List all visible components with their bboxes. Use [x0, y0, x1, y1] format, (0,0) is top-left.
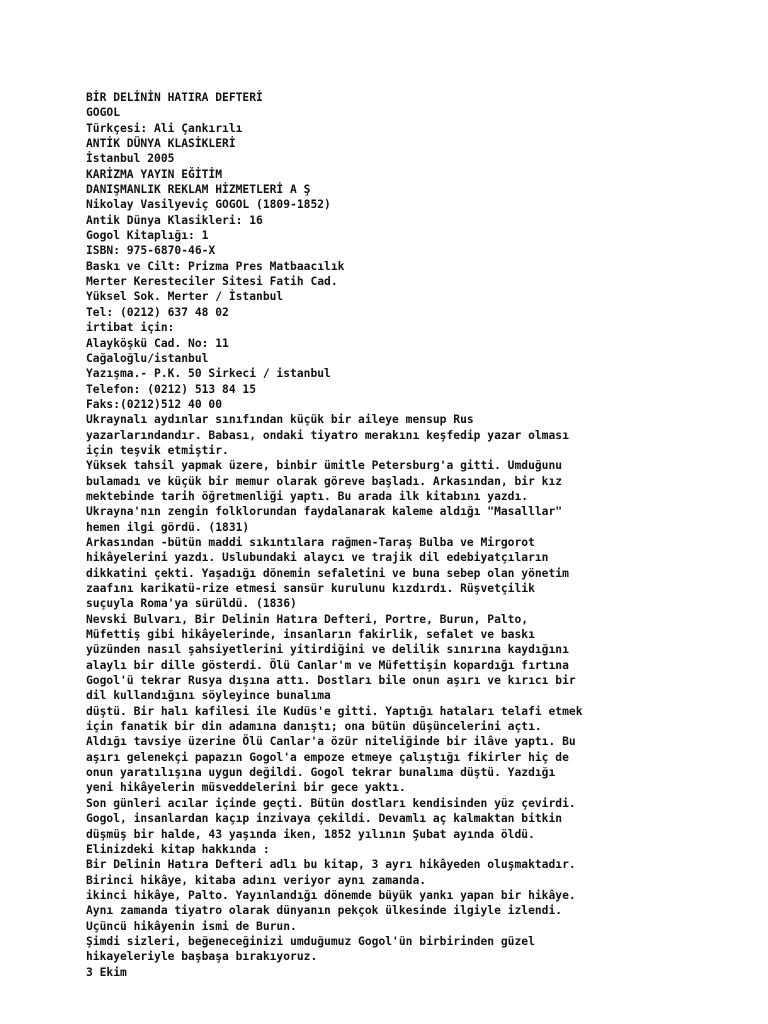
body-text-line: Arkasından -bütün maddi sıkıntılara rağmen-Taraş Bulba ve Mirgorot [86, 535, 535, 549]
body-text-line: Ukraynalı aydınlar sınıfından küçük bir aileye mensup Rus [86, 413, 474, 427]
body-text-line: Nevski Bulvarı, Bir Delinin Hatıra Defteri, Portre, Burun, Palto, [86, 612, 529, 626]
body-text-line: Son günleri acılar içinde geçti. Bütün dostları kendisinden yüz çevirdi. [86, 796, 576, 810]
body-text-line: ikinci hikâye, Palto. Yayınlandığı dönemde büyük yankı yapan bir hikâye. [86, 888, 576, 902]
body-text-line: hemen ilgi gördü. (1831) [86, 520, 250, 534]
body-text-line: bulamadı ve küçük bir memur olarak göreve başladı. Arkasından, bir kız [86, 474, 563, 488]
book-title: BİR DELİNİN HATIRA DEFTERİ [86, 91, 263, 104]
body-text-line: Şimdi sizleri, beğeneceğinizi umduğumuz Gogol'ün birbirinden güzel [86, 934, 535, 948]
phone-line: Telefon: (0212) 513 84 15 [86, 382, 257, 396]
correspondence-line: Yazışma.- P.K. 50 Sirkeci / istanbul [86, 367, 331, 381]
publication-place-year: İstanbul 2005 [86, 152, 175, 166]
body-text-line: Aldığı tavsiye üzerine Ölü Canlar'a özür niteliğinde bir ilâve yaptı. Bu [86, 735, 576, 749]
body-text-line: düştü. Bir halı kafilesi ile Kudüs'e gitti. Yaptığı hataları telafi etmek [86, 704, 583, 718]
series-name: ANTİK DÜNYA KLASİKLERİ [86, 137, 236, 151]
body-text-line: hikâyelerini yazdı. Uslubundaki alaycı ve trajik dil edebiyatçıların [86, 551, 549, 565]
body-text-line: Ukrayna'nın zengin folklorundan faydalanarak kaleme aldığı "Masalllar" [86, 505, 563, 519]
body-text-line: yeni hikâyelerin müsveddelerini bir gece yaktı. [86, 781, 406, 795]
publisher-name-continued: DANIŞMANLIK REKLAM HİZMETLERİ A Ş [86, 183, 311, 197]
document-page [86, 90, 686, 980]
publisher-name: KARİZMA YAYIN EĞİTİM [86, 167, 223, 181]
body-text-line: suçuyla Roma'ya sürüldü. (1836) [86, 597, 297, 611]
body-text-line: Gogol'ü tekrar Rusya dışına attı. Dostları bile onun aşırı ve kırıcı bir [86, 674, 576, 688]
body-text-line: Aynı zamanda tiyatro olarak dünyanın pekçok ülkesinde ilgiyle izlendi. [86, 904, 563, 918]
body-text-line: Uçüncü hikâyenin ismi de Burun. [86, 919, 297, 933]
body-text-line: dil kullandığını söyleyince bunalıma [86, 689, 331, 703]
contact-heading: irtibat için: [86, 321, 175, 335]
date-line: 3 Ekim [86, 965, 127, 979]
body-text-line: aşırı gelenekçi papazın Gogol'a empoze etmeye çalıştığı fikirler hiç de [86, 750, 569, 764]
body-text-line: yazarlarındandır. Babası, ondaki tiyatro merakını keşfedip yazar olması [86, 428, 569, 442]
body-text-line: dikkatini çekti. Yaşadığı dönemin sefaletini ve buna sebep olan yönetim [86, 566, 569, 580]
body-text-line: Yüksek tahsil yapmak üzere, binbir ümitle Petersburg'a gitti. Umduğunu [86, 459, 563, 473]
body-text-line: düşmüş bir halde, 43 yaşında iken, 1852 yılının Şubat ayında öldü. [86, 827, 535, 841]
body-text-line: zaafını karikatü-rize etmesi sansür kurulunu kızdırdı. Rüşvetçilik [86, 582, 535, 595]
body-text-line: yüzünden nasıl şahsiyetlerini yitirdiğini ve delilik sınırına kaydığını [86, 643, 569, 657]
translator-line: Türkçesi: Ali Çankırılı [86, 121, 243, 135]
section-heading: Elinizdeki kitap hakkında : [86, 842, 270, 856]
body-text-line: Gogol, insanlardan kaçıp inzivaya çekildi. Devamlı aç kalmaktan bitkin [86, 812, 563, 826]
printing-line: Baskı ve Cilt: Prizma Pres Matbaacılık [86, 259, 345, 273]
series-number: Antik Dünya Klasikleri: 16 [86, 213, 263, 227]
body-text-line: Bir Delinin Hatıra Defteri adlı bu kitap, 3 ayrı hikâyeden oluşmaktadır. [86, 858, 576, 872]
body-text-line: Müfettiş gibi hikâyelerinde, insanların fakirlik, sefalet ve baskı [86, 628, 535, 642]
phone-line: Tel: (0212) 637 48 02 [86, 305, 229, 319]
body-text-line: alaylı bir dille gösterdi. Ölü Canlar'm ve Müfettişin kopardığı fırtına [86, 658, 569, 672]
address-line: Cağaloğlu/istanbul [86, 351, 209, 365]
isbn-line: ISBN: 975-6870-46-X [86, 244, 216, 258]
body-text-line: için fanatik bir din adamına danıştı; ona bütün düşüncelerini açtı. [86, 720, 542, 734]
body-text-line: onun yaratılışına uygun değildi. Gogol tekrar bunalıma düştü. Yazdığı [86, 766, 556, 780]
author-full-name: Nikolay Vasilyeviç GOGOL (1809-1852) [86, 198, 331, 212]
body-text-line: Birinci hikâye, kitaba adını veriyor aynı zamanda. [86, 873, 427, 887]
fax-line: Faks:(0212)512 40 00 [86, 397, 223, 411]
address-line: Merter Keresteciler Sitesi Fatih Cad. [86, 275, 338, 289]
library-number: Gogol Kitaplığı: 1 [86, 229, 209, 243]
body-text-line: mektebinde tarih öğretmenliği yaptı. Bu arada ilk kitabını yazdı. [86, 489, 529, 503]
address-line: Yüksel Sok. Merter / İstanbul [86, 290, 284, 304]
body-text-line: hikayeleriyle başbaşa bırakıyoruz. [86, 950, 318, 964]
body-text-line: için teşvik etmiştir. [86, 443, 229, 457]
author-name: GOGOL [86, 106, 121, 120]
address-line: Alayköşkü Cad. No: 11 [86, 336, 229, 350]
